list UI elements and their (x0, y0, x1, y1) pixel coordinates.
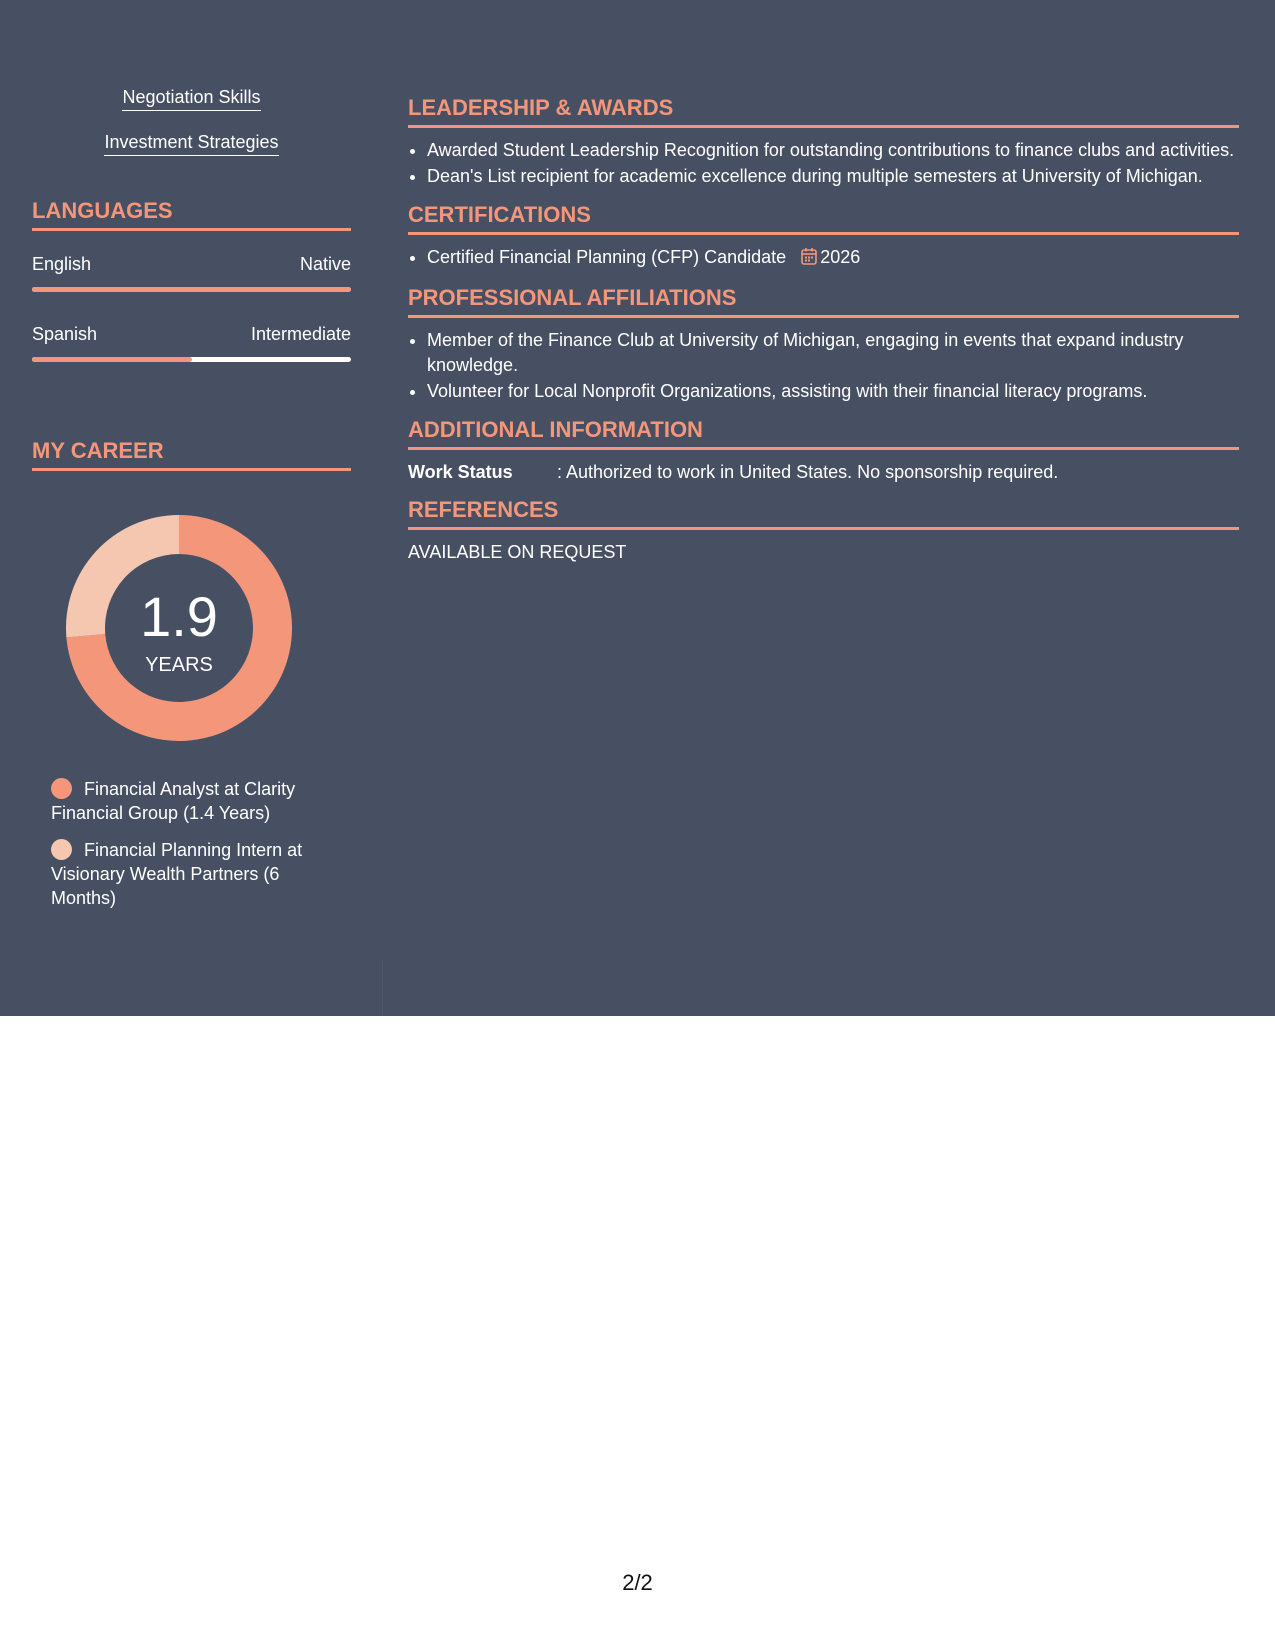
career-legend (51, 777, 321, 910)
skill-item (32, 86, 351, 116)
certification-year: 2026 (820, 247, 861, 267)
legend-dot-icon (51, 778, 72, 799)
certifications-section (408, 202, 1239, 272)
language-proficiency-fill (32, 357, 192, 362)
affiliations-list (408, 328, 1239, 404)
list-item: • Awarded Student Leadership Recognition for outstanding contributions to finance clubs and activities. (427, 138, 1239, 163)
languages-section (32, 198, 351, 362)
section-divider (408, 527, 1239, 530)
career-section (32, 438, 351, 910)
sidebar (32, 86, 351, 923)
section-divider (408, 447, 1239, 450)
list-item: • Member of the Finance Club at University of Michigan, engaging in events that expand industry knowledge. (427, 328, 1239, 378)
skill-item (32, 131, 351, 161)
references-section (408, 497, 1239, 564)
additional-info-title: ADDITIONAL INFORMATION (408, 417, 703, 442)
language-proficiency-fill (32, 287, 351, 292)
language-level: Intermediate (250, 324, 351, 344)
list-item: • Dean's List recipient for academic excellence during multiple semesters at University of Michigan. (427, 164, 1239, 189)
certifications-title: CERTIFICATIONS (408, 202, 591, 227)
additional-info-section (408, 417, 1239, 484)
career-title: MY CAREER (32, 438, 164, 463)
leadership-list (408, 138, 1239, 189)
skill-label: Negotiation Skills (122, 86, 260, 111)
career-total-unit: YEARS (145, 654, 213, 676)
language-name: Spanish (32, 324, 98, 344)
affiliations-title: PROFESSIONAL AFFILIATIONS (408, 285, 737, 310)
skill-label: Investment Strategies (104, 131, 278, 156)
list-item: • Volunteer for Local Nonprofit Organizations, assisting with their financial literacy programs. (427, 379, 1239, 404)
certifications-list (408, 245, 1239, 272)
section-divider (408, 232, 1239, 235)
language-name: English (32, 254, 92, 274)
section-divider (32, 228, 351, 231)
work-status-row (408, 460, 1239, 484)
career-donut-chart (66, 515, 292, 741)
list-item (427, 245, 1239, 272)
language-proficiency-bar (32, 287, 351, 292)
affiliations-section (408, 285, 1239, 404)
work-status-label: Work Status (408, 462, 513, 482)
work-status-value: : Authorized to work in United States. No sponsorship required. (557, 462, 1059, 482)
legend-dot-icon (51, 839, 72, 860)
section-divider (408, 315, 1239, 318)
legend-label: Financial Analyst at Clarity Financial Group (1.4 Years) (51, 779, 296, 823)
references-text: AVAILABLE ON REQUEST (408, 542, 627, 562)
languages-title: LANGUAGES (32, 198, 173, 223)
legend-item (51, 838, 321, 910)
section-divider (32, 468, 351, 471)
language-proficiency-bar (32, 357, 351, 362)
references-title: REFERENCES (408, 497, 559, 522)
column-divider (382, 960, 383, 1016)
language-item-spanish (32, 323, 351, 362)
language-level: Native (299, 254, 351, 274)
main-content (408, 95, 1239, 577)
legend-item (51, 777, 321, 825)
section-divider (408, 125, 1239, 128)
calendar-icon (801, 247, 817, 272)
career-total-value: 1.9 (140, 585, 218, 648)
page-number: 2/2 (622, 1570, 653, 1595)
leadership-section (408, 95, 1239, 189)
leadership-title: LEADERSHIP & AWARDS (408, 95, 674, 120)
language-item-english (32, 253, 351, 292)
legend-label: Financial Planning Intern at Visionary Wealth Partners (6 Months) (51, 840, 303, 908)
certification-name: Certified Financial Planning (CFP) Candidate (427, 247, 787, 267)
